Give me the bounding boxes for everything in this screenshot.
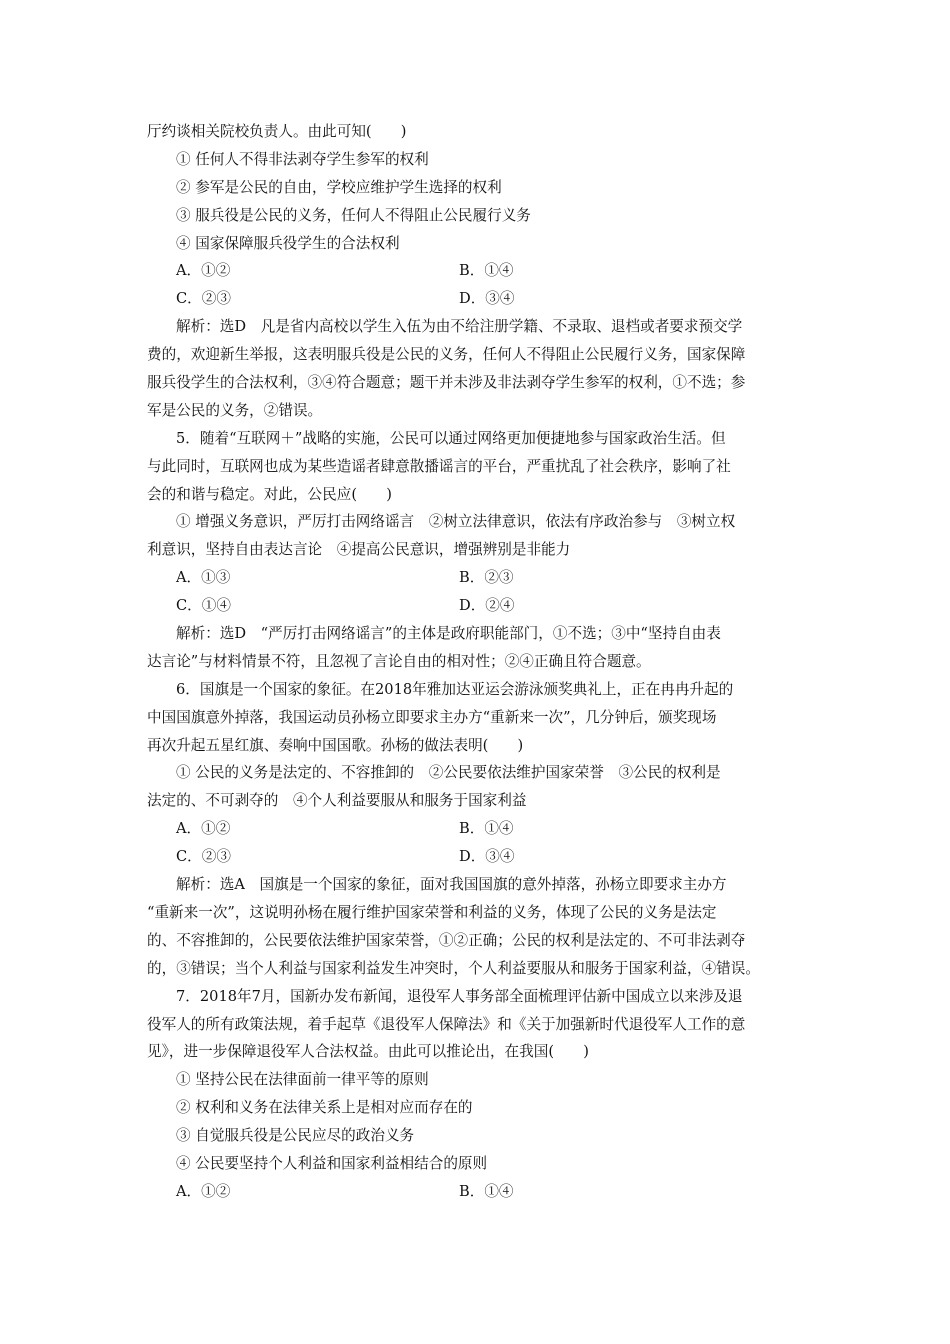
q5-items-line: ① 增强义务意识，严厉打击网络谣言 ②树立法律意识，依法有序政治参与 ③树立权 [176,513,736,531]
q6-analysis-line: 解析：选A 国旗是一个国家的象征，面对我国国旗的意外掉落，孙杨立即要求主办方 [176,876,727,894]
q7-option-b: B．①④ [459,1182,514,1200]
q4-item-3: ③ 服兵役是公民的义务，任何人不得阻止公民履行义务 [176,206,531,224]
q4-options-row-1 [147,257,807,285]
q7-stem-line: 见》，进一步保障退役军人合法权益。由此可以推论出，在我国( ) [147,1043,589,1061]
q4-item-1: ① 任何人不得非法剥夺学生参军的权利 [176,150,429,168]
document-page [147,118,807,1206]
q5-option-d: D．②④ [459,597,515,615]
q7-option-a: A．①② [176,1182,231,1200]
q6-option-d: D．③④ [459,848,515,866]
q6-items-line: ① 公民的义务是法定的、不容推卸的 ②公民要依法维护国家荣誉 ③公民的权利是 [176,764,721,782]
q5-stem-line: 与此同时，互联网也成为某些造谣者肆意散播谣言的平台，严重扰乱了社会秩序，影响了社 [147,457,731,475]
q6-stem-line: 中国国旗意外掉落，我国运动员孙杨立即要求主办方“重新来一次”，几分钟后，颁奖现场 [147,708,717,726]
q6-option-c: C．②③ [176,848,231,866]
q4-analysis-line: 费的，欢迎新生举报，这表明服兵役是公民的义务，任何人不得阻止公民履行义务，国家保障 [147,346,746,364]
q5-stem-line: 5．随着“互联网＋”战略的实施，公民可以通过网络更加便捷地参与国家政治生活。但 [176,429,726,447]
q6-stem-line: 6．国旗是一个国家的象征。在2018年雅加达亚运会游泳颁奖典礼上，正在冉冉升起的 [176,680,734,698]
q4-item-2: ② 参军是公民的自由，学校应维护学生选择的权利 [176,178,502,196]
q6-option-a: A．①② [176,820,231,838]
q5-options-row-1 [147,564,807,592]
q6-options-row-1 [147,815,807,843]
q4-option-c: C．②③ [176,290,231,308]
q5-option-b: B．②③ [459,569,514,587]
q7-item-4: ④ 公民要坚持个人利益和国家利益相结合的原则 [176,1154,488,1172]
q4-option-b: B．①④ [459,262,514,280]
q6-options-row-2 [147,843,807,871]
q4-option-d: D．③④ [459,290,515,308]
q6-option-b: B．①④ [459,820,514,838]
q4-analysis-line: 解析：选D 凡是省内高校以学生入伍为由不给注册学籍、不录取、退档或者要求预交学 [176,318,743,336]
q7-stem-line: 役军人的所有政策法规，着手起草《退役军人保障法》和《关于加强新时代退役军人工作的意 [147,1015,746,1033]
q4-options-row-2 [147,285,807,313]
q6-analysis-line: 的、不容推卸的，公民要依法维护国家荣誉，①②正确；公民的权利是法定的、不可非法剥夺 [147,931,746,949]
q4-option-a: A．①② [176,262,231,280]
q5-items-line: 利意识，坚持自由表达言论 ④提高公民意识，增强辨别是非能力 [147,541,571,559]
q7-item-3: ③ 自觉服兵役是公民应尽的政治义务 [176,1127,415,1145]
q4-analysis-line: 军是公民的义务，②错误。 [147,401,323,419]
q4-stem-tail: 厅约谈相关院校负责人。由此可知( ) [147,123,407,140]
q5-option-a: A．①③ [176,569,231,587]
q5-option-c: C．①④ [176,597,231,615]
q5-analysis-line: 达言论”与材料情景不符，且忽视了言论自由的相对性；②④正确且符合题意。 [147,652,651,670]
q4-item-4: ④ 国家保障服兵役学生的合法权利 [176,234,400,252]
q7-item-2: ② 权利和义务在法律关系上是相对应而存在的 [176,1099,473,1117]
q6-analysis-line: 的，③错误；当个人利益与国家利益发生冲突时，个人利益要服从和服务于国家利益，④错误。 [147,959,760,977]
q6-analysis-line: “重新来一次”，这说明孙杨在履行维护国家荣誉和利益的义务，体现了公民的义务是法定 [147,903,717,921]
q7-options-row-1 [147,1178,807,1206]
q6-items-line: 法定的、不可剥夺的 ④个人利益要服从和服务于国家利益 [147,792,527,810]
q7-item-1: ① 坚持公民在法律面前一律平等的原则 [176,1071,429,1089]
q4-analysis-line: 服兵役学生的合法权利，③④符合题意；题干并未涉及非法剥夺学生参军的权利，①不选；参 [147,374,746,392]
q7-stem-line: 7．2018年7月，国新办发布新闻，退役军人事务部全面梳理评估新中国成立以来涉及退 [176,987,743,1005]
q5-stem-line: 会的和谐与稳定。对此，公民应( ) [147,485,392,503]
q6-stem-line: 再次升起五星红旗、奏响中国国歌。孙杨的做法表明( ) [147,736,524,754]
q5-analysis-line: 解析：选D “严厉打击网络谣言”的主体是政府职能部门，①不选；③中“坚持自由表 [176,625,721,643]
q5-options-row-2 [147,592,807,620]
